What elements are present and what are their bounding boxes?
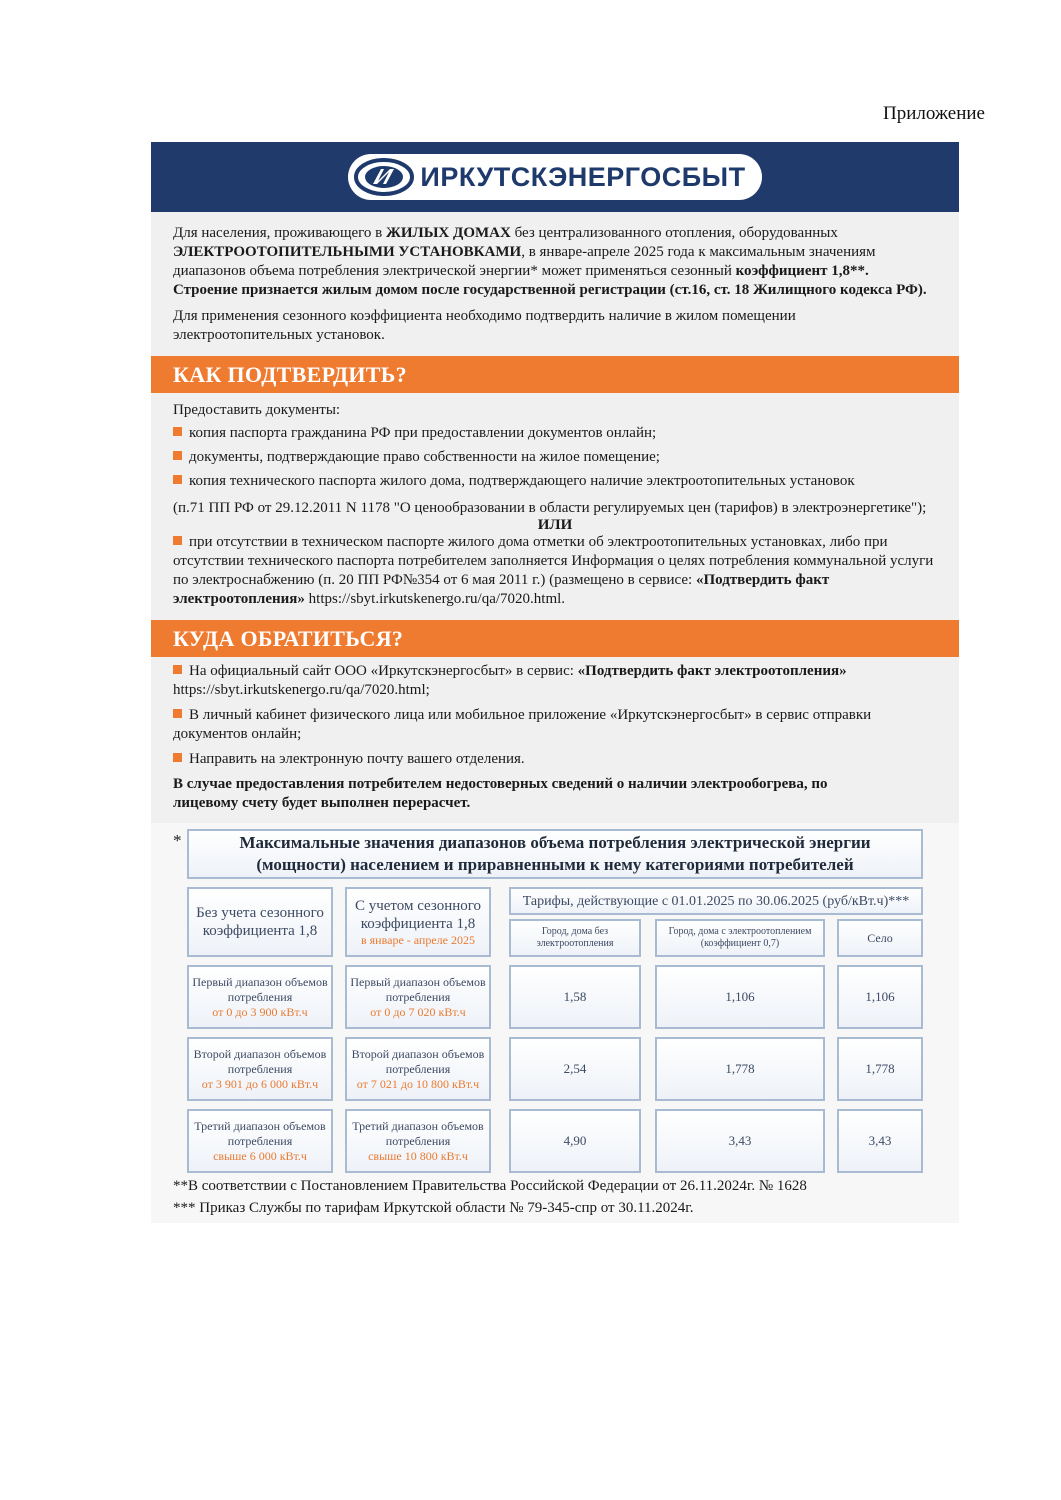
registration-note: Строение признается жилым домом после государственной регистрации (ст.16, ст. 18 Жилищного кодекса РФ).: [173, 282, 927, 298]
tariff-table: [151, 823, 959, 1223]
table-row-2-tariff-2: [655, 1037, 825, 1101]
bullet-square-icon: [173, 665, 182, 674]
service-url: https://sbyt.irkutskenergo.ru/qa/7020.html.: [304, 591, 566, 607]
where-heading: КУДА ОБРАТИТЬСЯ?: [151, 620, 959, 657]
how-section: [151, 393, 959, 620]
intro-requirement: Для применения сезонного коэффициента необходимо подтвердить наличие в жилом помещении электроотопительных установок.: [173, 308, 796, 343]
bullet-square-icon: [173, 753, 182, 762]
table-row-3-col2: [345, 1109, 491, 1173]
subheader-village: [837, 919, 923, 957]
table-row-1-tariff-3: [837, 965, 923, 1029]
tariff-value: 1,778: [865, 1061, 895, 1076]
table-row-3-tariff-3: [837, 1109, 923, 1173]
subheader-city-no-heating: [509, 919, 641, 957]
list-item-text: при отсутствии в техническом паспорте жилого дома отметки об электроотопительных установках, либо при отсутствии технического паспорта потребителем заполняется Информация о целях потребления коммунальной услуги по электроснабжению (п. 20 ПП РФ№354 от 6 мая 2011 г.) (размещено в сервисе:: [173, 534, 934, 588]
subheader-city-heating: [655, 919, 825, 957]
list-item-text: документы, подтверждающие право собственности на жилое помещение;: [189, 449, 660, 465]
range-value: свыше 6 000 кВт.ч: [213, 1149, 307, 1163]
intro-text: Для населения, проживающего в: [173, 225, 387, 241]
intro-section: [151, 212, 959, 356]
tariff-value: 1,778: [725, 1061, 755, 1076]
column-header-without-coefficient: [187, 887, 333, 957]
or-separator: ИЛИ: [537, 517, 573, 533]
service-name: «Подтвердить факт электроотопления»: [577, 663, 847, 679]
column-header-text: С учетом сезонного коэффициента 1,8: [354, 898, 482, 932]
bullet-square-icon: [173, 536, 182, 545]
table-row-2-col1: [187, 1037, 333, 1101]
range-value: от 0 до 7 020 кВт.ч: [370, 1005, 466, 1019]
list-item: [173, 472, 937, 491]
column-header-with-coefficient: [345, 887, 491, 957]
how-lead: Предоставить документы:: [173, 402, 341, 418]
logo-mark-icon: [354, 157, 414, 197]
footnote-decree: **В соответствии с Постановлением Правительства Российской Федерации от 26.11.2024г. № 1628: [173, 1178, 807, 1194]
table-row-2-col2: [345, 1037, 491, 1101]
range-label: Первый диапазон объемов потребления: [350, 975, 486, 1004]
table-title-text: Максимальные значения диапазонов объема потребления электрической энергии (мощности) населением и приравненными к нему категориями потребителей: [239, 833, 871, 874]
list-item: [173, 448, 937, 467]
tariff-header: [509, 887, 923, 915]
subheader-text: Село: [867, 930, 893, 945]
tariff-value: 1,106: [865, 989, 895, 1004]
range-label: Третий диапазон объемов потребления: [352, 1119, 484, 1148]
intro-emphasis: ЭЛЕКТРООТОПИТЕЛЬНЫМИ УСТАНОВКАМИ: [173, 244, 522, 260]
range-label: Второй диапазон объемов потребления: [351, 1047, 485, 1076]
intro-text: , в январе-апреле 2025 года к максимальным значениям диапазонов объема потребления электрической энергии* может применяться сезонный: [173, 244, 876, 279]
bullet-square-icon: [173, 475, 182, 484]
tariff-header-text: Тарифы, действующие с 01.01.2025 по 30.06.2025 (руб/кВт.ч)***: [522, 893, 910, 909]
list-item: [173, 424, 937, 443]
footnotes: [151, 1175, 807, 1219]
bullet-square-icon: [173, 709, 182, 718]
range-value: свыше 10 800 кВт.ч: [368, 1149, 468, 1163]
list-item-text: копия паспорта гражданина РФ при предоставлении документов онлайн;: [189, 425, 657, 441]
tariff-value: 4,90: [563, 1133, 587, 1148]
tariff-value: 1,58: [563, 989, 587, 1004]
table-row-3-tariff-2: [655, 1109, 825, 1173]
table-row-1-tariff-2: [655, 965, 825, 1029]
range-value: от 7 021 до 10 800 кВт.ч: [356, 1077, 480, 1091]
bullet-square-icon: [173, 451, 182, 460]
season-period: в январе - апреле 2025: [361, 933, 475, 947]
list-item-text: копия технического паспорта жилого дома, подтверждающего наличие электроотопительных установок: [189, 473, 855, 489]
list-item: [173, 533, 937, 609]
range-label: Третий диапазон объемов потребления: [194, 1119, 326, 1148]
table-row-1-col1: [187, 965, 333, 1029]
table-row-2-tariff-3: [837, 1037, 923, 1101]
list-item-text: Направить на электронную почту вашего отделения.: [189, 751, 525, 767]
table-row-1-col2: [345, 965, 491, 1029]
list-item-text: На официальный сайт ООО «Иркутскэнергосбыт» в сервис:: [189, 663, 578, 679]
table-row-1-tariff-1: [509, 965, 641, 1029]
legal-reference: (п.71 ПП РФ от 29.12.2011 N 1178 "О ценообразовании в области регулируемых цен (тарифов) в электроэнергетике");: [173, 500, 927, 516]
range-value: от 0 до 3 900 кВт.ч: [212, 1005, 308, 1019]
intro-emphasis: ЖИЛЫХ ДОМАХ: [386, 225, 511, 241]
brand-logo: [348, 154, 761, 200]
tariff-value: 1,106: [725, 989, 755, 1004]
subheader-text: Город, дома без электроотопления: [536, 926, 614, 949]
list-item-text: В личный кабинет физического лица или мобильное приложение «Иркутскэнергосбыт» в сервис отправки документов онлайн;: [173, 707, 872, 742]
tariff-value: 3,43: [868, 1133, 892, 1148]
intro-text: без централизованного отопления, оборудованных: [510, 225, 838, 241]
how-heading: КАК ПОДТВЕРДИТЬ?: [151, 356, 959, 393]
range-value: от 3 901 до 6 000 кВт.ч: [201, 1077, 319, 1091]
appendix-label: Приложение: [883, 103, 985, 124]
footnote-order: *** Приказ Службы по тарифам Иркутской области № 79-345-спр от 30.11.2024г.: [173, 1200, 694, 1216]
table-row-2-tariff-1: [509, 1037, 641, 1101]
list-item: [173, 662, 937, 700]
brand-name: ИРКУТСКЭНЕРГОСБЫТ: [420, 161, 746, 192]
brand-banner: [151, 142, 959, 212]
table-row-3-tariff-1: [509, 1109, 641, 1173]
service-url: https://sbyt.irkutskenergo.ru/qa/7020.html;: [173, 682, 430, 698]
bullet-square-icon: [173, 427, 182, 436]
service-name: «Подтвердить факт электроотопления»: [173, 572, 830, 607]
subheader-text: Город, дома с электроотоплением (коэффициент 0,7): [668, 926, 812, 949]
footnote-marker: *: [173, 831, 182, 850]
list-item: [173, 750, 937, 769]
tariff-value: 3,43: [728, 1133, 752, 1148]
intro-paragraph: [173, 224, 937, 300]
where-section: [151, 657, 959, 823]
range-label: Второй диапазон объемов потребления: [193, 1047, 327, 1076]
tariff-value: 2,54: [563, 1061, 587, 1076]
recalculation-warning: В случае предоставления потребителем недостоверных сведений о наличии электрообогрева, по лицевому счету будет выполнен перерасчет.: [173, 776, 828, 811]
table-title: [187, 829, 923, 879]
flyer: [151, 142, 959, 1223]
coefficient-emphasis: коэффициент 1,8**.: [735, 263, 869, 279]
list-item: [173, 706, 937, 744]
table-row-3-col1: [187, 1109, 333, 1173]
range-label: Первый диапазон объемов потребления: [192, 975, 328, 1004]
column-header-text: Без учета сезонного коэффициента 1,8: [196, 905, 324, 939]
